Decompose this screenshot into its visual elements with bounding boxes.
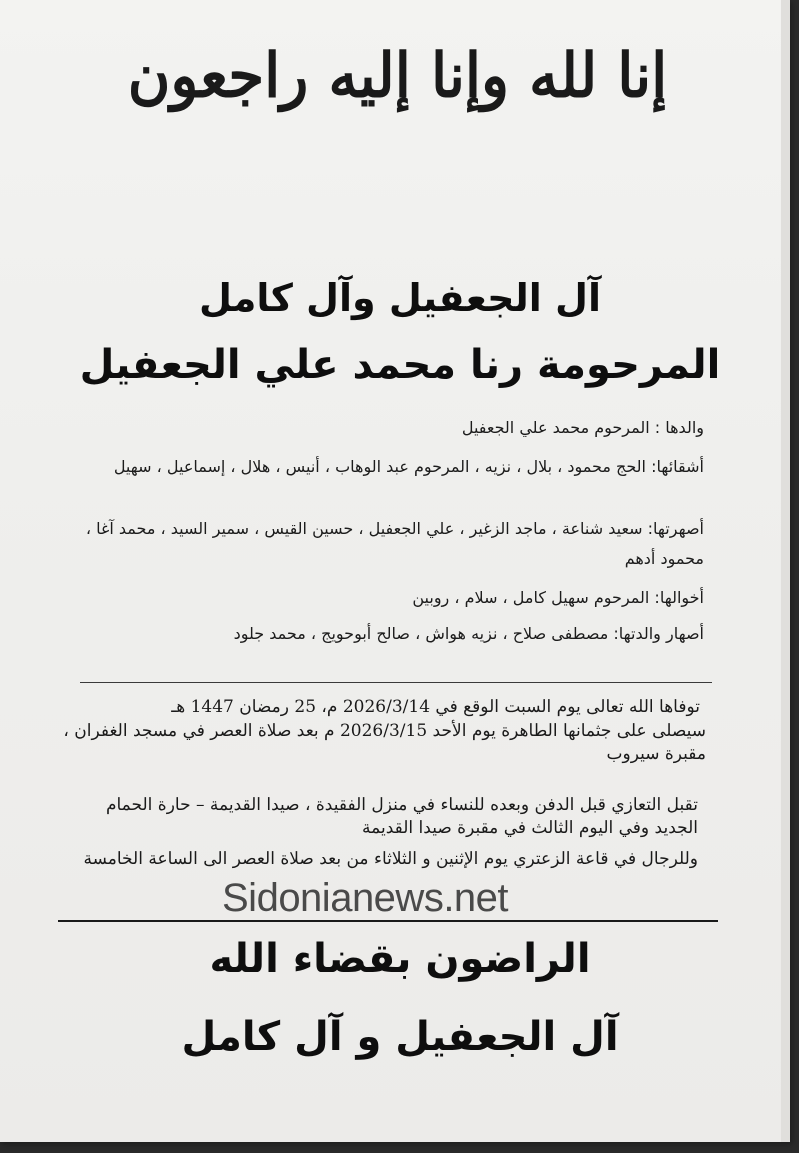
families-heading: آل الجعفيل وآل كامل bbox=[198, 276, 602, 320]
funeral-announcement: سيصلى على جثمانها الطاهرة يوم الأحد 2026/3/15 م بعد صلاة العصر في مسجد الغفران ، مقبرة سيروب bbox=[63, 721, 706, 764]
deceased-name: المرحومة رنا محمد علي الجعفيل bbox=[79, 342, 721, 388]
siblings-line: أشقائها: الحج محمود ، بلال ، نزيه ، المرحوم عبد الوهاب ، أنيس ، هلال ، إسماعيل ، سهيل bbox=[113, 457, 704, 476]
page-edge bbox=[781, 0, 790, 1142]
father-line: والدها : المرحوم محمد علي الجعفيل bbox=[461, 418, 704, 437]
closing-divider bbox=[58, 920, 718, 922]
quran-verse-calligraphy: إنا لله وإنا إليه راجعون bbox=[127, 39, 668, 112]
condolences-men: وللرجال في قاعة الزعتري يوم الإثنين و الثلاثاء من بعد صلاة العصر الى الساعة الخامسة bbox=[83, 849, 698, 869]
maternal-uncles-line: أخوالها: المرحوم سهيل كامل ، سلام ، روبين bbox=[412, 588, 704, 607]
website-watermark: Sidonianews.net bbox=[222, 876, 509, 920]
in-laws-line: أصهرتها: سعيد شناعة ، ماجد الزغير ، علي الجعفيل ، حسين القيس ، سمير السيد ، محمد آغا ، محمود أدهم bbox=[85, 519, 704, 568]
closing-families: آل الجعفيل و آل كامل bbox=[181, 1014, 619, 1060]
mother-in-laws-line: أصهار والدتها: مصطفى صلاح ، نزيه هواش ، صالح أبوحويج ، محمد جلود bbox=[233, 624, 704, 643]
condolences-women: تقبل التعازي قبل الدفن وبعده للنساء في منزل الفقيدة ، صيدا القديمة – حارة الحمام الجديد وفي اليوم الثالث في مقبرة صيدا القديمة bbox=[105, 795, 698, 838]
closing-phrase: الراضون بقضاء الله bbox=[209, 936, 591, 982]
death-announcement: توفاها الله تعالى يوم السبت الوقع في 2026/3/14 م، 25 رمضان 1447 هـ bbox=[171, 697, 700, 717]
section-divider bbox=[80, 682, 712, 683]
